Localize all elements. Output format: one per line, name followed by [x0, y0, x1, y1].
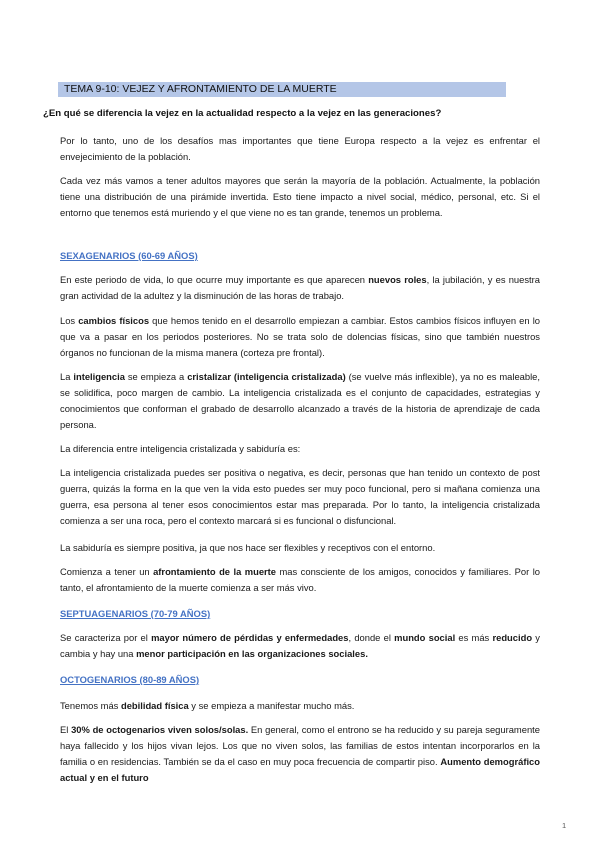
- heading-septuagenarios: SEPTUAGENARIOS (70-79 AÑOS): [60, 608, 211, 619]
- octogenarios-paragraph-1: Tenemos más debilidad física y se empieza a manifestar mucho más.: [60, 700, 355, 711]
- sexagenarios-paragraph-5: La inteligencia cristalizada puedes ser positiva o negativa, es decir, personas que han tenido un contexto de post guerra, quizás la forma en la que ven la vida esto puedes ser muy poco funcional, pero si mañana comienza una guerra, esa persona al tener esos conocimientos estar mas preparada. Por lo tanto, la inteligencia cristalizada comienza a ser una roca, pero el contexto marcará si es funcional o disfuncional.: [60, 467, 540, 526]
- sexagenarios-paragraph-3: La inteligencia se empieza a cristalizar (inteligencia cristalizada) (se vuelve más inflexible), ya no es maleable, se solidifica, poco margen de cambio. La inteligencia cristalizada es el conjunto de capacidades, estrategias y conocimientos que conforman el grabado de desarrollo alcanzado a través de la historia de aprendizaje de cada persona.: [60, 371, 540, 430]
- octogenarios-paragraph-2: El 30% de octogenarios viven solos/solas. En general, como el entrono se ha reducido y su pareja seguramente haya fallecido y los hijos vivan lejos. Los que no viven solos, las familias de estos intentan incorporarlos en la familia o en residencias. También se da el caso en muy poca frecuencia de compartir piso. Aumento demográfico actual y en el futuro: [60, 724, 540, 783]
- guiding-question: ¿En qué se diferencia la vejez en la actualidad respecto a la vejez en las generaciones?: [43, 108, 442, 119]
- intro-paragraph-1: Por lo tanto, uno de los desafíos mas importantes que tiene Europa respecto a la vejez es enfrentar el envejecimiento de la población.: [60, 135, 540, 162]
- sexagenarios-paragraph-4: La diferencia entre inteligencia cristalizada y sabiduría es:: [60, 443, 301, 454]
- heading-octogenarios: OCTOGENARIOS (80-89 AÑOS): [60, 674, 200, 685]
- section-title: TEMA 9-10: VEJEZ Y AFRONTAMIENTO DE LA MUERTE: [58, 82, 506, 97]
- page-number: 1: [562, 821, 567, 830]
- intro-paragraph-2: Cada vez más vamos a tener adultos mayores que serán la mayoría de la población. Actualmente, la población tiene una distribución de una pirámide invertida. Esto tiene impacto a nivel social, médico, personal, etc. Si el entorno que tenemos está muriendo y el que viene no es tan grande, tenemos un problema.: [60, 175, 540, 218]
- heading-sexagenarios: SEXAGENARIOS (60-69 AÑOS): [60, 250, 198, 261]
- sexagenarios-paragraph-2: Los cambios físicos que hemos tenido en el desarrollo empiezan a cambiar. Estos cambios físicos influyen en lo que va a pasar en los periodos posteriores. No se trata solo de dolencias físicas, sino que también nuestros órganos no funcionan de la misma manera (corteza pre frontal).: [60, 315, 540, 358]
- sexagenarios-paragraph-1: En este periodo de vida, lo que ocurre muy importante es que aparecen nuevos roles, la jubilación, y es nuestra gran actividad de la adultez y la disminución de las horas de trabajo.: [60, 274, 540, 301]
- sexagenarios-paragraph-7: Comienza a tener un afrontamiento de la muerte mas consciente de los amigos, conocidos y familiares. Por lo tanto, el afrontamiento de la muerte comienza a ser más vivo.: [60, 566, 540, 593]
- sexagenarios-paragraph-6: La sabiduría es siempre positiva, ja que nos hace ser flexibles y receptivos con el entorno.: [60, 542, 436, 553]
- septuagenarios-paragraph-1: Se caracteriza por el mayor número de pérdidas y enfermedades, donde el mundo social es más reducido y cambia y hay una menor participación en las organizaciones sociales.: [60, 632, 540, 659]
